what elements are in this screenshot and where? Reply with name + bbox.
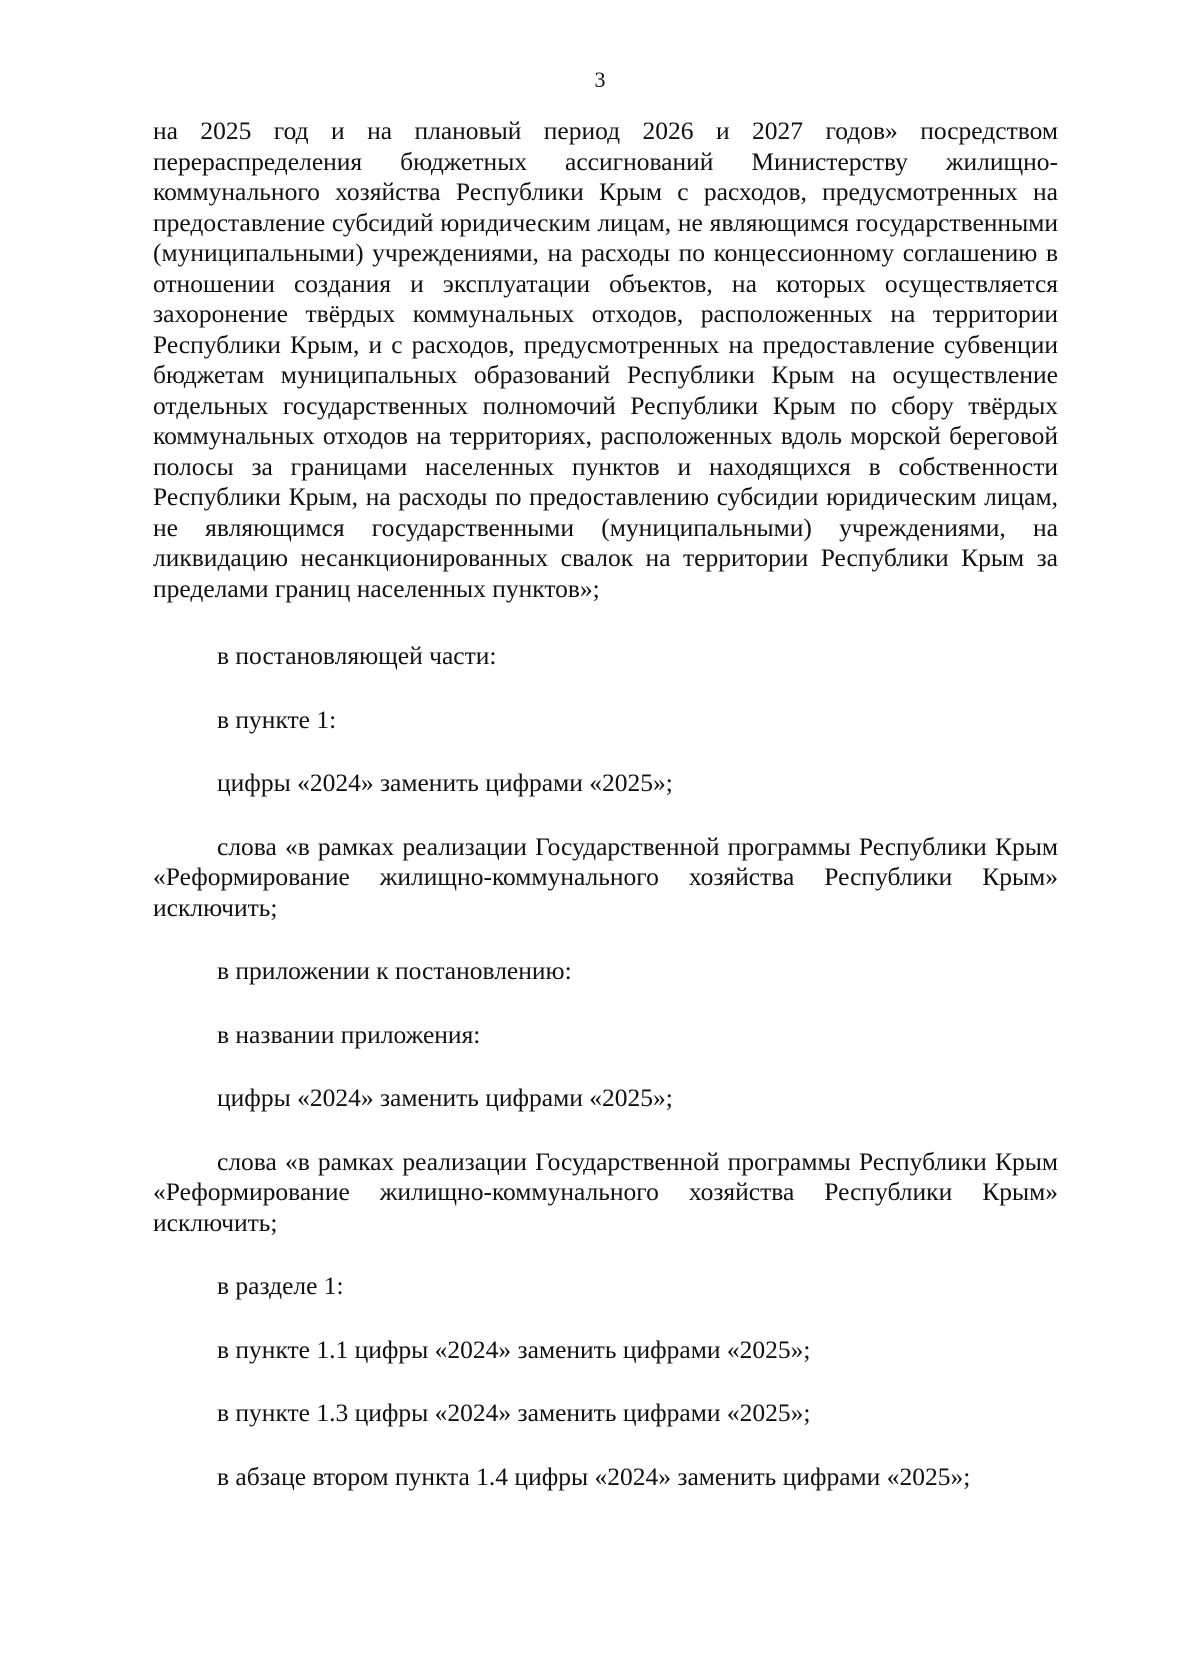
paragraph-replace-digits: цифры «2024» заменить цифрами «2025»; <box>217 1083 673 1112</box>
paragraph-point-1-4: в абзаце втором пункта 1.4 цифры «2024» заменить цифрами «2025»; <box>217 1461 971 1491</box>
paragraph-appendix-title: в названии приложения: <box>217 1019 481 1049</box>
lead-paragraph: на 2025 год и на плановый период 2026 и 2027 годов» посредством перераспределения бюджетных ассигнований Министерству жилищно-коммунального хозяйства Республики Крым с расходов, предусмотренных на предоставление субсидий юридическим лицам, не являющимся государственными (муниципальными) учреждениями, на расходы по концессионному соглашению в отношении создания и эксплуатации объектов, на которых осуществляется захоронение твёрдых коммунальных отходов, расположенных на территории Республики Крым, и с расходов, предусмотренных на предоставление субвенции бюджетам муниципальных образований Республики Крым на осуществление отдельных государственных полномочий Республики Крым по сбору твёрдых коммунальных отходов на территориях, расположенных вдоль морской береговой полосы за границами населенных пунктов и находящихся в собственности Республики Крым, на расходы по предоставлению субсидии юридическим лицам, не являющимся государственными (муниципальными) учреждениями, на ликвидацию несанкционированных свалок на территории Республики Крым за пределами границ населенных пунктов»; <box>153 116 1058 603</box>
paragraph-appendix: в приложении к постановлению: <box>217 956 572 985</box>
paragraph-replace-digits: цифры «2024» заменить цифрами «2025»; <box>217 768 673 797</box>
paragraph-operative-part: в постановляющей части: <box>217 641 497 670</box>
paragraph-point-1-1: в пункте 1.1 цифры «2024» заменить цифрами «2025»; <box>217 1334 811 1364</box>
document-body <box>153 116 1058 1492</box>
paragraph-section-1: в разделе 1: <box>217 1271 344 1300</box>
paragraph-point-1-3: в пункте 1.3 цифры «2024» заменить цифрами «2025»; <box>217 1398 811 1427</box>
page-number: 3 <box>594 67 606 92</box>
paragraph-point-1: в пункте 1: <box>217 704 337 734</box>
paragraph-exclude-words: слова «в рамках реализации Государственной программы Республики Крым «Реформирование жилищно-коммунального хозяйства Республики Крым» исключить; <box>153 831 1058 922</box>
paragraph-exclude-words: слова «в рамках реализации Государственной программы Республики Крым «Реформирование жилищно-коммунального хозяйства Республики Крым» исключить; <box>153 1146 1058 1237</box>
